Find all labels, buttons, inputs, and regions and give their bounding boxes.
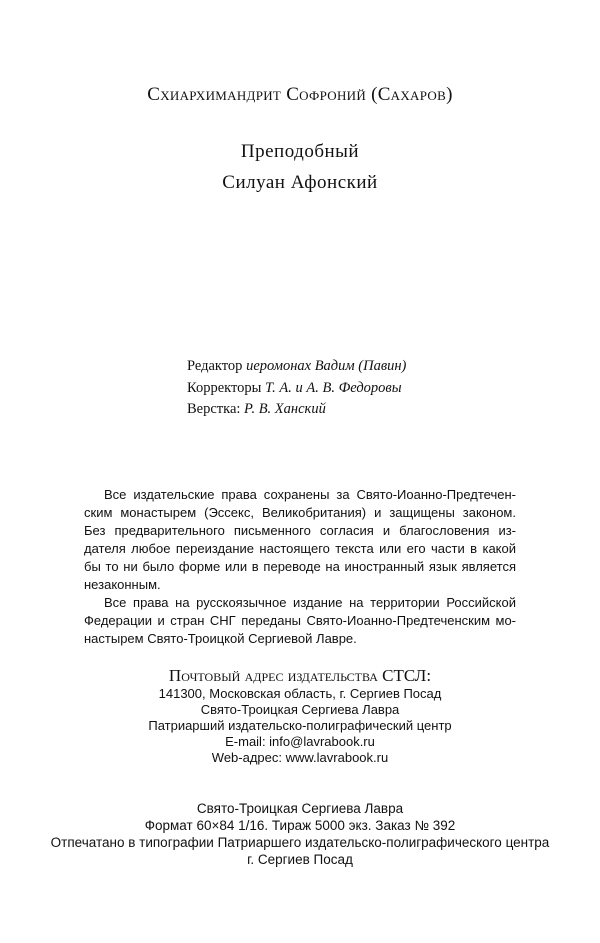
rights-line: незаконным. <box>84 577 161 592</box>
rights-line: бы то ни было форме или в переводе на иностранный язык является <box>84 559 516 574</box>
imprint-line: г. Сергиев Посад <box>247 852 353 867</box>
rights-line: Без предварительного письменного согласия и благословения из- <box>84 523 516 538</box>
postal-address <box>0 666 600 766</box>
imprint-line: Отпечатано в типографии Патриаршего издательско-полиграфического центра <box>50 835 550 850</box>
rights-notice <box>84 486 516 648</box>
rights-line: Все права на русскоязычное издание на территории Российской <box>104 595 516 610</box>
address-heading: Почтовый адрес издательства СТСЛ: <box>168 666 432 685</box>
web-line: Web-адрес: www.lavrabook.ru <box>211 750 389 765</box>
imprint-line: Свято-Троицкая Сергиева Лавра <box>196 801 404 816</box>
email-line: E-mail: info@lavrabook.ru <box>225 734 375 749</box>
rights-line: настырем Свято-Троицкой Сергиевой Лавре. <box>84 631 357 646</box>
imprint-line: Формат 60×84 1/16. Тираж 5000 экз. Заказ № 392 <box>144 818 456 833</box>
credit-layout: Верстка: Р. В. Ханский <box>187 401 326 417</box>
credit-editor: Редактор иеромонах Вадим (Павин) <box>187 358 407 374</box>
book-title-line-2: Силуан Афонский <box>222 172 378 193</box>
credits <box>187 356 406 421</box>
author: Схиархимандрит Софроний (Сахаров) <box>147 84 453 105</box>
rights-line: Федерации и стран СНГ переданы Свято-Иоанно-Предтеченским мо- <box>84 613 516 628</box>
lower-section <box>0 486 600 868</box>
address-line: 141300, Московская область, г. Сергиев Посад <box>158 686 442 701</box>
address-line: Свято-Троицкая Сергиева Лавра <box>200 702 400 717</box>
rights-line: Все издательские права сохранены за Свято-Иоанно-Предтечен- <box>104 487 516 502</box>
credit-proofreaders: Корректоры Т. А. и А. В. Федоровы <box>187 379 402 396</box>
address-line: Патриарший издательско-полиграфический центр <box>148 718 452 733</box>
book-title-line-1: Преподобный <box>240 141 360 162</box>
rights-line: дателя любое переиздание настоящего текста или его части в какой <box>84 541 516 556</box>
imprint <box>0 800 600 868</box>
rights-line: ским монастырем (Эссекс, Великобритания) и защищены законом. <box>84 505 516 520</box>
